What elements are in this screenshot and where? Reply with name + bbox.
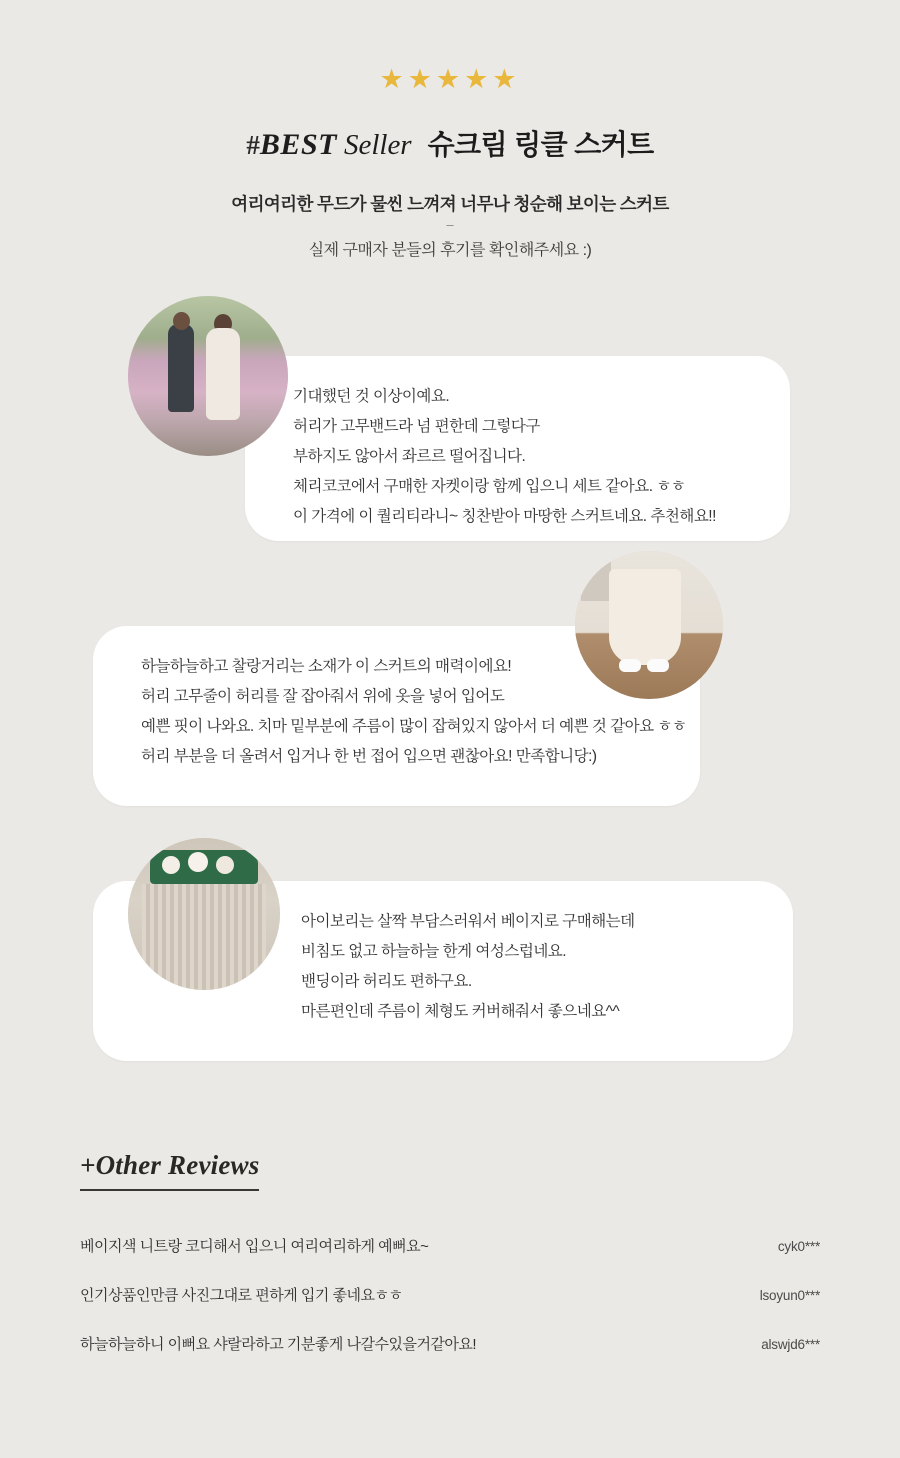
other-review-text: 인기상품인만큼 사진그대로 편하게 입기 좋네요ㅎㅎ — [80, 1287, 403, 1304]
subtitle-primary: 여리여리한 무드가 물씬 느껴져 너무나 청순해 보이는 스커트 — [231, 194, 669, 214]
list-item[interactable] — [80, 1270, 820, 1319]
review-line: 기대했던 것 이상이예요. — [293, 388, 450, 405]
subtitle-secondary: 실제 구매자 분들의 후기를 확인해주세요 :) — [308, 242, 592, 259]
title-product-name: 슈크림 링클 스커트 — [427, 129, 654, 160]
review-line: 허리가 고무밴드라 넘 편한데 그렇다구 — [293, 418, 540, 435]
other-reviews-heading-plus: + — [80, 1150, 96, 1180]
other-reviews-list — [80, 1221, 820, 1368]
review-line: 예쁜 핏이 나와요. 치마 밑부분에 주름이 많이 잡혀있지 않아서 더 예쁜 것 같아요 ㅎㅎ — [141, 718, 687, 735]
title-hash: # — [246, 130, 260, 160]
page-title — [0, 123, 900, 163]
subtitle-divider: – — [446, 217, 454, 232]
review-line: 체리코코에서 구매한 자켓이랑 함께 입으니 세트 같아요. ㅎㅎ — [293, 478, 686, 495]
review-line: 하늘하늘하고 찰랑거리는 소재가 이 스커트의 매력이에요! — [141, 658, 512, 675]
star-rating-icon: ★★★★★ — [379, 64, 521, 94]
other-review-author: alswjd6*** — [761, 1337, 820, 1352]
other-review-text: 하늘하늘하니 이뻐요 샤랄라하고 기분좋게 나갈수있을거같아요! — [80, 1336, 477, 1353]
review-line: 비침도 없고 하늘하늘 한게 여성스럽네요. — [301, 943, 567, 960]
review-line: 허리 고무줄이 허리를 잘 잡아줘서 위에 옷을 넣어 입어도 — [141, 688, 505, 705]
review-line: 밴딩이라 허리도 편하구요. — [301, 973, 472, 990]
list-item[interactable] — [80, 1221, 820, 1270]
other-review-author: lsoyun0*** — [759, 1288, 820, 1303]
other-review-author: cyk0*** — [777, 1239, 820, 1254]
list-item[interactable] — [80, 1319, 820, 1368]
review-line: 이 가격에 이 퀄리티라니~ 칭찬받아 마땅한 스커트네요. 추천해요!! — [293, 508, 716, 525]
review-line: 허리 부분을 더 올려서 입거나 한 번 접어 입으면 괜찮아요! 만족합니당:) — [141, 748, 597, 765]
review-line: 부하지도 않아서 좌르르 떨어집니다. — [293, 448, 526, 465]
review-line: 마른편인데 주름이 체형도 커버해줘서 좋으네요^^ — [301, 1003, 620, 1020]
other-review-text: 베이지색 니트랑 코디해서 입으니 여리여리하게 예뻐요~ — [80, 1238, 429, 1255]
title-best: BEST — [259, 128, 337, 161]
other-reviews-heading — [80, 1150, 259, 1191]
review-text-bubble — [245, 356, 790, 541]
review-photo-skirt-full-length — [575, 551, 723, 699]
other-reviews-heading-text: Other Reviews — [95, 1150, 260, 1180]
review-photo-couple-in-flower-field — [128, 296, 288, 456]
review-list — [0, 296, 900, 1086]
review-photo-skirt-on-hanger — [128, 838, 280, 990]
review-line: 아이보리는 살짝 부담스러워서 베이지로 구매해는데 — [301, 913, 635, 930]
title-seller: Seller — [343, 129, 412, 161]
other-reviews-section — [0, 1150, 900, 1458]
